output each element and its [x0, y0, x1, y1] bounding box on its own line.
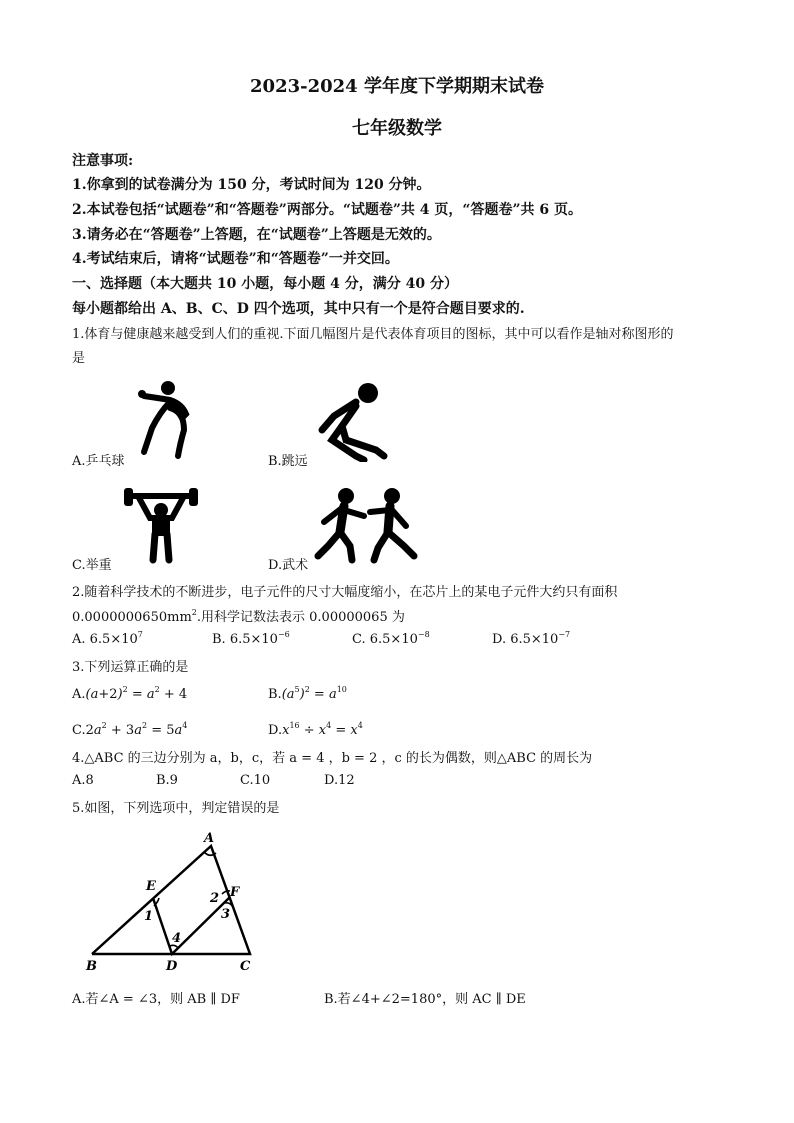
q4-option-b: B.9: [156, 773, 178, 788]
q5-stem: 5.如图，下列选项中，判定错误的是: [72, 801, 280, 816]
triangle-figure: [80, 828, 270, 974]
label-f: F: [230, 885, 240, 900]
note-item-3: 3.请务必在“答题卷”上答题，在“试题卷”上答题是无效的。: [72, 227, 441, 243]
q3-stem: 3.下列运算正确的是: [72, 660, 189, 675]
q1-option-a: A.乒乓球: [72, 454, 125, 469]
weightlifting-icon: [118, 484, 204, 564]
q2-stem-line1: 2.随着科学技术的不断进步，电子元件的尺寸大幅度缩小，在芯片上的某电子元件大约只有面积: [72, 585, 618, 600]
q4-option-a: A.8: [72, 773, 94, 788]
exam-subtitle: 七年级数学: [352, 118, 442, 139]
q1-option-d: D.武术: [268, 558, 309, 573]
exam-title: 2023-2024 学年度下学期期末试卷: [250, 76, 544, 97]
q3-option-d: $D.x^{16} \div x^4 = x^4$: [268, 721, 363, 738]
q1-stem-line1: 1.体育与健康越来越受到人们的重视.下面几幅图片是代表体育项目的图标，其中可以看作是轴对称图形的: [72, 327, 674, 342]
section-heading: 一、选择题（本大题共 10 小题，每小题 4 分，满分 40 分）: [72, 276, 458, 292]
long-jump-icon: [312, 380, 390, 462]
q2-stem-tail: .用科学记数法表示 0.00000065 为: [196, 610, 405, 625]
note-item-1: 1.你拿到的试卷满分为 150 分，考试时间为 120 分钟。: [72, 177, 431, 193]
q5-option-a: A.若∠A = ∠3，则 AB ∥ DF: [72, 992, 240, 1007]
q2-stem-line2: [72, 606, 405, 625]
q2-option-a: A. $6.5\times 10^7$: [72, 630, 143, 647]
q2-area-unit-exp: 2: [191, 608, 197, 617]
q1-option-c: C.举重: [72, 558, 112, 573]
label-c: C: [240, 959, 251, 974]
q2-area-value: 0.0000000650mm: [72, 610, 192, 625]
q2-option-c: C. $6.5\times 10^{-8}$: [352, 630, 430, 647]
angle-4: 4: [172, 931, 182, 946]
angle-1: 1: [144, 909, 154, 924]
q3-option-c: $C.2a^2 + 3a^2 = 5a^4$: [72, 721, 188, 738]
q4-option-c: C.10: [240, 773, 271, 788]
label-e: E: [146, 879, 156, 894]
note-item-4: 4.考试结束后，请将“试题卷”和“答题卷”一并交回。: [72, 251, 399, 267]
q3-option-b: $B.(a^5)^2 = a^{10}$: [268, 685, 347, 702]
q1-option-b: B.跳远: [268, 454, 308, 469]
ping-pong-icon: [130, 378, 200, 460]
label-b: B: [86, 959, 97, 974]
q4-stem: 4.△ABC 的三边分别为 a，b，c，若 a = 4 ，b = 2 ，c 的长为偶数，则△ABC 的周长为: [72, 751, 593, 766]
label-d: D: [166, 959, 178, 974]
angle-3: 3: [221, 907, 231, 922]
q4-option-d: D.12: [324, 773, 355, 788]
q2-option-b: B. $6.5\times 10^{-6}$: [212, 630, 290, 647]
notes-heading: 注意事项:: [72, 153, 134, 169]
angle-2: 2: [210, 891, 220, 906]
q2-option-d: D. $6.5\times 10^{-7}$: [492, 630, 571, 647]
q1-stem-line2: 是: [72, 351, 86, 366]
martial-arts-icon: [312, 486, 418, 564]
label-a: A: [204, 831, 215, 846]
section-instruction: 每小题都给出 A、B、C、D 四个选项，其中只有一个是符合题目要求的.: [72, 301, 525, 317]
q5-option-b: B.若∠4+∠2=180°，则 AC ∥ DE: [324, 992, 526, 1007]
note-item-2: 2.本试卷包括“试题卷”和“答题卷”两部分。“试题卷”共 4 页，“答题卷”共 6 页。: [72, 202, 583, 218]
q3-option-a: $A.(a+2)^2 = a^2 + 4$: [72, 685, 188, 702]
